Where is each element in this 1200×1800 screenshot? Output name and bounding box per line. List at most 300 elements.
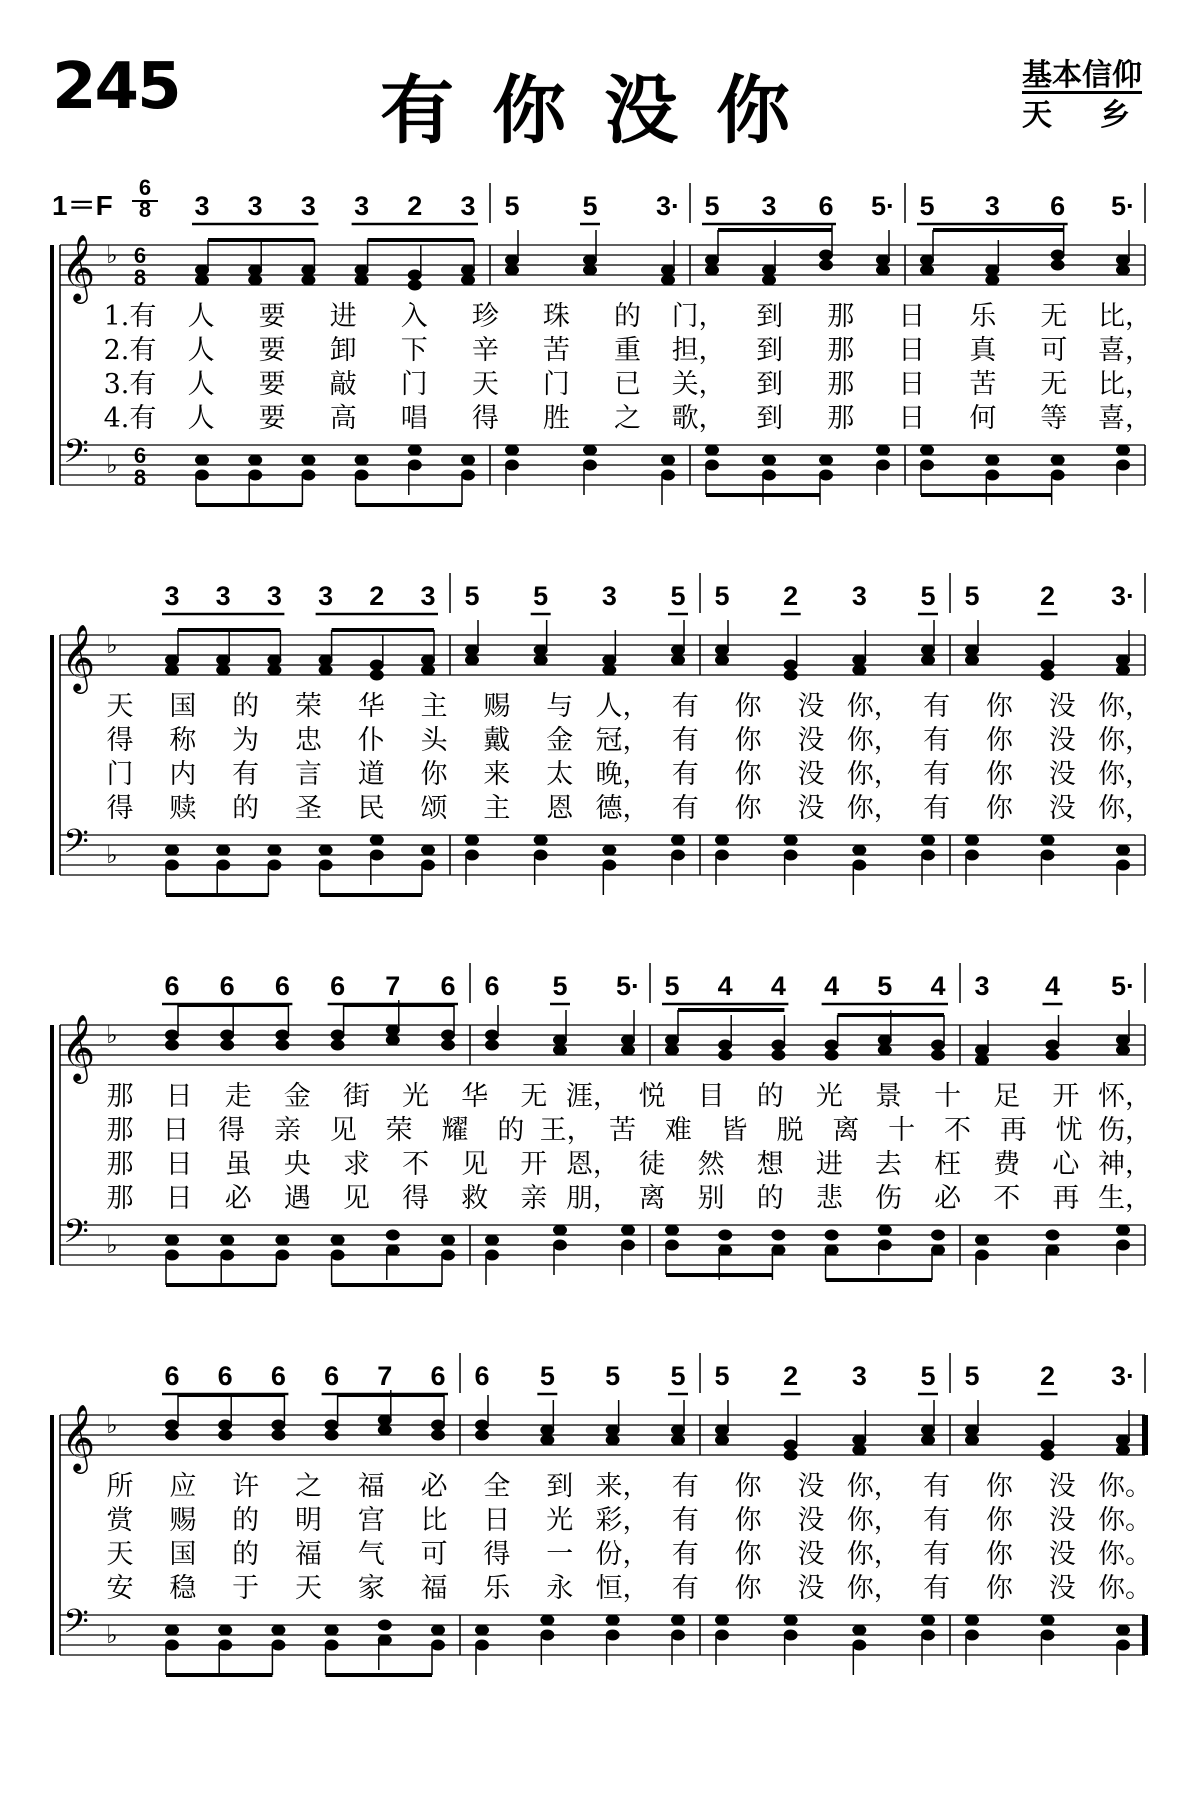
lyric-syllable: 不 (993, 1183, 1021, 1214)
lyric-syllable: 苦 (542, 335, 570, 366)
bass-note-head (553, 1240, 567, 1251)
lyric-syllable: 德， (595, 793, 650, 824)
jianpu-note: 6 (484, 971, 500, 1001)
bass-note-head (220, 1250, 234, 1261)
lyric-syllable: 你 (985, 691, 1013, 722)
jianpu-note: 5 (552, 971, 568, 1001)
treble-note-head (216, 665, 230, 676)
jianpu-note: 5 (670, 1361, 686, 1391)
bass-note-head (931, 1245, 945, 1256)
treble-note-head (784, 670, 798, 681)
treble-note-head (1116, 1435, 1130, 1446)
lyric-syllable: 见 (342, 1183, 370, 1214)
flat-icon: ♭ (106, 1231, 118, 1259)
lyric-syllable: 没 (1048, 1539, 1076, 1570)
bass-note-head (408, 445, 422, 456)
treble-note-head (771, 1050, 785, 1061)
bass-note-head (965, 1615, 979, 1626)
treble-note-head (1116, 1045, 1130, 1056)
treble-note-head (505, 255, 519, 266)
treble-note-head (718, 1040, 732, 1051)
lyric-syllable: 安 (106, 1573, 134, 1604)
treble-note-head (461, 265, 475, 276)
lyric-syllable: 可 (1040, 335, 1068, 366)
bass-note-head (325, 1640, 339, 1651)
bass-note-head (165, 845, 179, 856)
jianpu-note: 5 (964, 1361, 980, 1391)
lyric-syllable: 要 (258, 369, 286, 400)
lyric-syllable: 有 (671, 1471, 699, 1502)
lyric-syllable: 你 (734, 725, 762, 756)
bass-note-head (248, 470, 262, 481)
lyric-syllable: 门 (400, 369, 428, 400)
treble-note-head (301, 265, 315, 276)
lyric-syllable: 你， (846, 725, 901, 756)
flat-icon: ♭ (106, 1621, 118, 1649)
jianpu-note: 3· (655, 191, 681, 221)
lyric-syllable: 人 (187, 301, 215, 332)
lyric-syllable: 见 (461, 1149, 489, 1180)
lyric-syllable: 那 (827, 403, 855, 434)
lyric-syllable: 的 (232, 1539, 260, 1570)
lyric-syllable: 你， (1098, 759, 1152, 790)
bass-note-head (408, 460, 422, 471)
lyric-syllable: 辛 (471, 335, 499, 366)
jianpu-note: 3 (984, 191, 1000, 221)
lyric-syllable: 没 (1048, 1505, 1076, 1536)
flat-icon: ♭ (106, 841, 118, 869)
bass-note-head (825, 1230, 839, 1241)
lyric-syllable: 一 (546, 1539, 574, 1570)
jianpu-note: 6 (440, 971, 456, 1001)
lyric-syllable: 全 (483, 1471, 511, 1502)
lyric-syllable: 没 (1048, 759, 1076, 790)
lyric-syllable: 苦 (609, 1115, 636, 1146)
treble-note-head (621, 1035, 635, 1046)
flat-icon: ♭ (106, 451, 118, 479)
lyric-syllable: 于 (232, 1573, 260, 1604)
bass-note-head (784, 835, 798, 846)
lyric-syllable: 不 (402, 1149, 430, 1180)
bass-note-head (355, 470, 369, 481)
treble-note-head (985, 265, 999, 276)
flat-icon: ♭ (106, 1411, 118, 1439)
lyric-syllable: 气 (357, 1539, 385, 1570)
jianpu-note: 6 (474, 1361, 490, 1391)
lyric-syllable: 永 (546, 1573, 574, 1604)
lyric-syllable: 你 (985, 793, 1013, 824)
jianpu-note: 3 (164, 581, 180, 611)
lyric-syllable: 求 (342, 1149, 370, 1180)
bass-note-head (606, 1630, 620, 1641)
treble-note-head (762, 265, 776, 276)
treble-note-head (965, 645, 979, 656)
treble-note-head (248, 265, 262, 276)
jianpu-note: 3· (1110, 1361, 1136, 1391)
jianpu-note: 4 (770, 971, 786, 1001)
lyric-syllable: 有 (923, 1471, 951, 1502)
lyric-syllable: 脱 (776, 1115, 804, 1146)
lyric-syllable: 再 (1052, 1183, 1080, 1214)
bass-note-head (386, 1230, 400, 1241)
treble-note-head (606, 1435, 620, 1446)
treble-note-head (319, 665, 333, 676)
bass-note-head (195, 470, 209, 481)
lyric-syllable: 无 (520, 1081, 548, 1112)
lyric-syllable: 想 (756, 1149, 784, 1180)
bass-note-head (715, 835, 729, 846)
lyric-syllable: 日 (898, 403, 926, 434)
treble-clef-icon: 𝄞 (60, 233, 96, 301)
treble-note-head (355, 265, 369, 276)
bass-note-head (661, 470, 675, 481)
treble-note-head (606, 1425, 620, 1436)
lyric-syllable: 等 (1040, 403, 1068, 434)
lyric-syllable: 遇 (283, 1183, 311, 1214)
lyric-syllable: 枉 (934, 1149, 962, 1180)
lyric-syllable: 走 (224, 1081, 252, 1112)
bass-note-head (852, 860, 866, 871)
lyric-syllable: 到 (546, 1471, 574, 1502)
bass-note-head (1051, 455, 1065, 466)
bass-note-head (1041, 1630, 1055, 1641)
jianpu-note: 3 (460, 191, 476, 221)
lyric-syllable: 你 (734, 691, 762, 722)
bass-note-head (271, 1625, 285, 1636)
lyric-syllable: 耀 (441, 1115, 469, 1146)
jianpu-note: 4 (717, 971, 733, 1001)
treble-note-head (165, 665, 179, 676)
jianpu-note: 7 (385, 971, 401, 1001)
treble-note-head (975, 1045, 989, 1056)
bass-note-head (1046, 1230, 1060, 1241)
bass-note-head (355, 455, 369, 466)
treble-note-head (621, 1045, 635, 1056)
treble-note-head (271, 1430, 285, 1441)
lyric-syllable: 费 (993, 1149, 1021, 1180)
treble-note-head (386, 1025, 400, 1036)
lyric-syllable: 不 (944, 1115, 971, 1146)
bass-note-head (985, 455, 999, 466)
jianpu-note: 5 (714, 1361, 730, 1391)
bass-note-head (165, 860, 179, 871)
lyric-syllable: 要 (258, 301, 286, 332)
bass-note-head (1116, 1240, 1130, 1251)
lyric-syllable: 有 (671, 1505, 699, 1536)
flat-icon: ♭ (106, 1021, 118, 1049)
lyric-syllable: 门， (671, 301, 726, 332)
treble-note-head (195, 265, 209, 276)
lyric-syllable: 内 (169, 759, 197, 790)
treble-note-head (540, 1435, 554, 1446)
lyric-syllable: 涯， (565, 1081, 620, 1112)
treble-note-head (965, 655, 979, 666)
bass-note-head (965, 835, 979, 846)
lyric-syllable: 你， (846, 1505, 901, 1536)
bass-note-head (878, 1225, 892, 1236)
lyric-syllable: 没 (1048, 1573, 1076, 1604)
bass-note-head (431, 1640, 445, 1651)
bass-note-head (378, 1620, 392, 1631)
lyric-syllable: 离 (832, 1115, 860, 1146)
bass-note-head (876, 445, 890, 456)
bass-note-head (671, 1630, 685, 1641)
treble-note-head (165, 655, 179, 666)
jianpu-note: 2 (369, 581, 385, 611)
lyric-syllable: 福 (294, 1539, 322, 1570)
jianpu-note: 5 (605, 1361, 621, 1391)
treble-note-head (920, 255, 934, 266)
treble-note-head (661, 275, 675, 286)
jianpu-note: 6 (217, 1361, 233, 1391)
lyric-syllable: 你 (985, 1539, 1013, 1570)
jianpu-note: 3 (974, 971, 990, 1001)
bass-note-head (965, 850, 979, 861)
treble-note-head (331, 1030, 345, 1041)
lyric-syllable: 福 (357, 1471, 385, 1502)
lyric-syllable: 有 (923, 691, 951, 722)
jianpu-note: 5 (919, 191, 935, 221)
lyric-syllable: 关， (671, 369, 726, 400)
lyric-syllable: 央 (283, 1149, 311, 1180)
bass-note-head (921, 850, 935, 861)
bass-note-head (985, 470, 999, 481)
lyric-syllable: 难 (664, 1115, 692, 1146)
jianpu-note: 5 (964, 581, 980, 611)
staff-time-top: 6 (133, 243, 147, 268)
lyric-syllable: 有 (923, 725, 951, 756)
lyric-syllable: 没 (1048, 691, 1076, 722)
jianpu-note: 2 (783, 1361, 799, 1391)
jianpu-note: 5· (615, 971, 641, 1001)
time-signature-bottom: 8 (138, 197, 152, 222)
lyric-syllable: 有 (671, 1573, 699, 1604)
lyric-syllable: 你 (420, 759, 448, 790)
jianpu-note: 6 (219, 971, 235, 1001)
hymn-title: 有你没你 (380, 68, 828, 154)
treble-note-head (931, 1040, 945, 1051)
lyric-syllable: 头 (420, 725, 448, 756)
lyric-syllable: 恒， (595, 1573, 650, 1604)
jianpu-note: 5 (504, 191, 520, 221)
lyric-syllable: 日 (165, 1183, 193, 1214)
bass-note-head (441, 1235, 455, 1246)
jianpu-note: 4 (1044, 971, 1061, 1001)
lyric-syllable: 你 (985, 725, 1013, 756)
lyric-syllable: 你， (846, 691, 901, 722)
bass-note-head (505, 460, 519, 471)
treble-note-head (921, 645, 935, 656)
jianpu-note: 5 (533, 581, 549, 611)
lyric-syllable: 的 (232, 691, 260, 722)
lyric-syllable: 生， (1098, 1183, 1152, 1214)
treble-note-head (325, 1430, 339, 1441)
jianpu-note: 5 (704, 191, 720, 221)
lyric-syllable: 有 (671, 793, 699, 824)
lyric-syllable: 没 (797, 1573, 825, 1604)
jianpu-note: 2 (1039, 1361, 1056, 1391)
lyric-syllable: 十 (934, 1081, 962, 1112)
bass-note-head (370, 850, 384, 861)
treble-note-head (718, 1050, 732, 1061)
lyric-syllable: 没 (1048, 793, 1076, 824)
bass-note-head (1041, 850, 1055, 861)
hymn-category: 基本信仰 (1022, 58, 1142, 93)
bass-note-head (1046, 1245, 1060, 1256)
lyric-syllable: 的 (232, 1505, 260, 1536)
treble-note-head (784, 1440, 798, 1451)
jianpu-note: 5 (920, 1361, 936, 1391)
treble-note-head (671, 1425, 685, 1436)
bass-note-head (921, 835, 935, 846)
lyric-syllable: 与 (546, 691, 574, 722)
lyric-syllable: 没 (797, 725, 825, 756)
lyric-syllable: 日 (165, 1081, 193, 1112)
lyric-syllable: 伤 (875, 1183, 903, 1214)
jianpu-note: 5 (714, 581, 730, 611)
lyric-syllable: 到 (756, 301, 784, 332)
lyric-syllable: 家 (357, 1573, 385, 1604)
treble-note-head (465, 645, 479, 656)
lyric-syllable: 担， (671, 335, 726, 366)
bass-note-head (195, 455, 209, 466)
bass-note-head (771, 1245, 785, 1256)
lyric-syllable: 伤， (1098, 1115, 1152, 1146)
bass-note-head (1116, 445, 1130, 456)
treble-note-head (370, 670, 384, 681)
bass-note-head (784, 850, 798, 861)
lyric-syllable: 悲 (815, 1183, 843, 1214)
lyric-syllable: 彩， (595, 1505, 650, 1536)
treble-note-head (218, 1420, 232, 1431)
lyric-syllable: 日 (898, 301, 926, 332)
treble-note-head (534, 655, 548, 666)
treble-note-head (485, 1040, 499, 1051)
lyric-syllable: 真 (969, 335, 997, 366)
treble-note-head (505, 265, 519, 276)
lyric-syllable: 没 (1048, 725, 1076, 756)
treble-note-head (378, 1425, 392, 1436)
lyric-syllable: 得 (106, 793, 134, 824)
treble-note-head (1041, 1450, 1055, 1461)
lyric-syllable: 神， (1098, 1149, 1152, 1180)
bass-note-head (718, 1230, 732, 1241)
lyric-syllable: 珠 (542, 301, 570, 332)
lyric-syllable: 重 (614, 335, 641, 366)
bass-note-head (671, 850, 685, 861)
bass-note-head (165, 1250, 179, 1261)
lyric-syllable: 进 (815, 1149, 843, 1180)
treble-note-head (715, 1425, 729, 1436)
bass-note-head (370, 835, 384, 846)
bass-note-head (248, 455, 262, 466)
jianpu-note: 5 (664, 971, 680, 1001)
treble-note-head (852, 665, 866, 676)
jianpu-note: 7 (377, 1361, 393, 1391)
treble-note-head (220, 1040, 234, 1051)
treble-note-head (852, 1445, 866, 1456)
treble-note-head (485, 1030, 499, 1041)
lyric-syllable: 亲 (274, 1115, 301, 1146)
bass-note-head (819, 455, 833, 466)
bass-note-head (715, 1630, 729, 1641)
lyric-syllable: 应 (169, 1471, 197, 1502)
treble-note-head (553, 1035, 567, 1046)
treble-note-head (408, 270, 422, 281)
treble-note-head (267, 655, 281, 666)
bass-note-head (319, 860, 333, 871)
lyric-syllable: 晚， (595, 759, 650, 790)
jianpu-note: 6 (164, 971, 180, 1001)
treble-note-head (1116, 265, 1130, 276)
lyric-syllable: 比， (1098, 301, 1152, 332)
jianpu-note: 5 (920, 581, 936, 611)
treble-note-head (1041, 660, 1055, 671)
bass-clef-icon: 𝄢 (63, 433, 89, 479)
bass-note-head (1041, 1615, 1055, 1626)
bass-note-head (534, 850, 548, 861)
jianpu-note: 5· (870, 191, 896, 221)
lyric-syllable: 的 (232, 793, 260, 824)
bass-note-head (762, 470, 776, 481)
lyric-syllable: 你 (734, 1573, 762, 1604)
lyric-syllable: 太 (546, 759, 574, 790)
bass-note-head (216, 845, 230, 856)
treble-note-head (421, 665, 435, 676)
lyric-syllable: 圣 (294, 793, 322, 824)
lyric-syllable: 街 (342, 1081, 370, 1112)
lyric-syllable: 人 (187, 335, 215, 366)
lyric-syllable: 赐 (169, 1505, 197, 1536)
treble-note-head (386, 1035, 400, 1046)
jianpu-note: 5 (464, 581, 480, 611)
treble-note-head (431, 1420, 445, 1431)
lyric-syllable: 那 (827, 301, 855, 332)
lyric-syllable: 下 (400, 335, 428, 366)
lyric-syllable: 仆 (357, 725, 385, 756)
treble-note-head (355, 275, 369, 286)
lyric-syllable: 你 (734, 759, 762, 790)
lyric-syllable: 有 (923, 793, 951, 824)
lyric-syllable: 救 (461, 1183, 489, 1214)
lyric-syllable: 光 (402, 1081, 430, 1112)
treble-note-head (165, 1030, 179, 1041)
key-signature-label: 1＝F (52, 190, 113, 221)
treble-note-head (1116, 655, 1130, 666)
lyric-syllable: 乐 (483, 1573, 511, 1604)
bass-note-head (465, 850, 479, 861)
lyric-syllable: 为 (232, 725, 260, 756)
bass-clef-icon: 𝄢 (63, 1213, 89, 1259)
lyric-syllable: 王， (539, 1115, 594, 1146)
bass-note-head (715, 1615, 729, 1626)
jianpu-note: 3 (761, 191, 777, 221)
treble-note-head (602, 665, 616, 676)
treble-note-head (965, 1435, 979, 1446)
treble-note-head (921, 1425, 935, 1436)
bass-note-head (540, 1630, 554, 1641)
bass-note-head (931, 1230, 945, 1241)
bass-note-head (540, 1615, 554, 1626)
jianpu-note: 4 (930, 971, 946, 1001)
treble-note-head (1116, 1035, 1130, 1046)
lyric-syllable: 忠 (294, 725, 322, 756)
treble-note-head (1116, 665, 1130, 676)
bass-note-head (876, 460, 890, 471)
lyric-syllable: 得 (402, 1183, 430, 1214)
lyric-syllable: 的 (614, 301, 641, 332)
lyric-syllable: 朋， (565, 1183, 620, 1214)
